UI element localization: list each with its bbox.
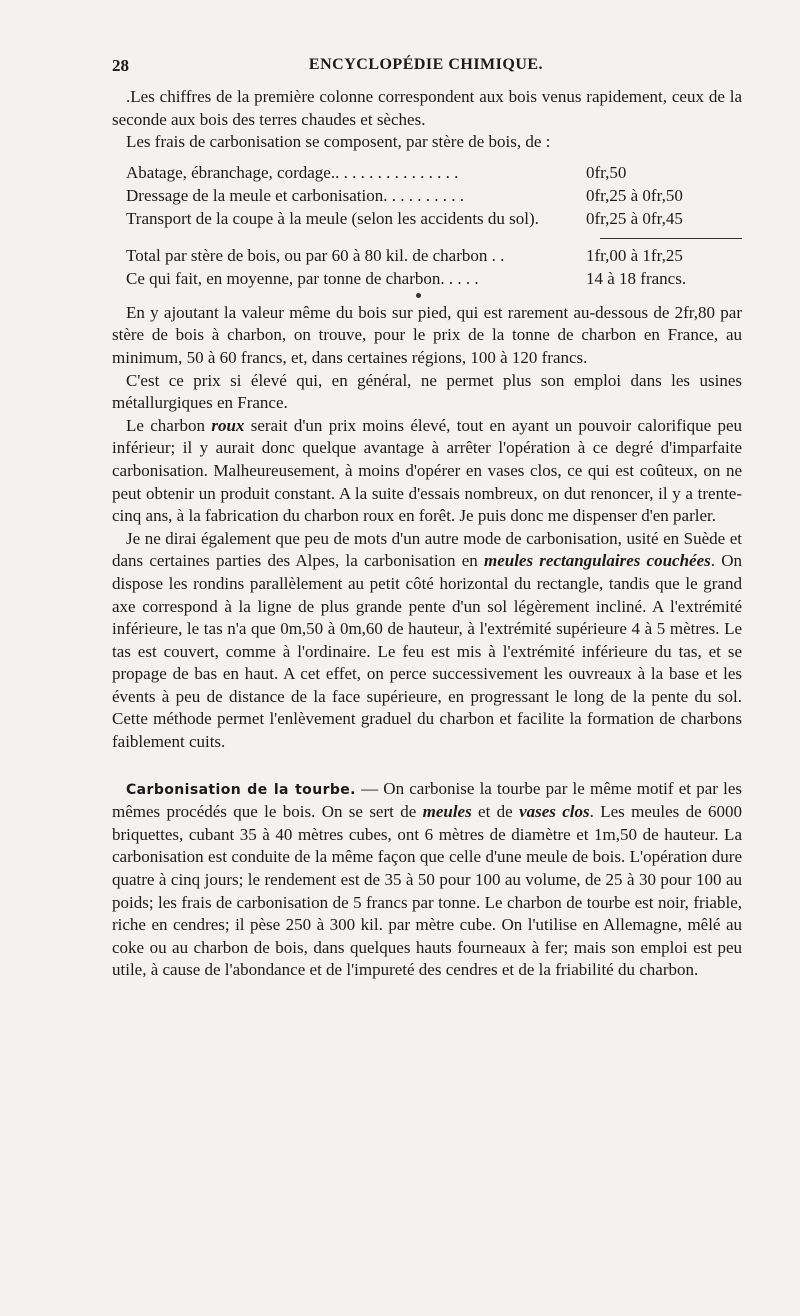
page-number: 28 (112, 56, 129, 75)
paragraph-charbon-roux: Le charbon roux serait d'un prix moins élevé, tout en ayant un pouvoir calorifique peu inférieur; il y aurait donc quelque avantage à arrêter l'opération à ce degré d'imparfaite carbonisation. Malheureusement, à moins d'opérer en vases clos, ce qui est coûteux, on ne peut obtenir un produit constant. A la suite d'essais nombreux, on dut renoncer, il y a trente-cinq ans, à la fabrication du charbon roux en forêt. Je puis donc me dispenser d'en parler. (112, 415, 743, 526)
emphasis-meules-rectangulaires: meules rectangulaires couchées (483, 551, 711, 571)
cost-label: Transport de la coupe à la meule (selon les accidents du sol). (126, 208, 539, 228)
emphasis-vases-clos: vases clos (519, 802, 590, 822)
total-value: 1fr,00 à 1fr,25 (586, 245, 683, 265)
average-row (126, 268, 742, 291)
body-text (112, 86, 742, 982)
paragraph-price: En y ajoutant la valeur même du bois sur pied, qui est rarement au-dessous de 2fr,80 par stère de bois à charbon, on trouve, pour le prix de la tonne de charbon en France, au minimum, 50 à 60 francs, et, dans certaines régions, 100 à 120 francs. (112, 302, 742, 367)
total-label: Total par stère de bois, ou par 60 à 80 kil. de charbon . . (126, 245, 505, 265)
average-label: Ce qui fait, en moyenne, par tonne de charbon. . . . . (126, 268, 479, 288)
cost-table (126, 162, 742, 291)
emphasis-roux: roux (211, 415, 245, 435)
emphasis-meules: meules (422, 802, 472, 822)
cost-value: 0fr,50 (586, 162, 627, 182)
total-row (126, 245, 742, 268)
divider-dot (416, 293, 421, 298)
paragraph-costs-intro: Les frais de carbonisation se composent, par stère de bois, de : (126, 132, 551, 152)
cost-label: Dressage de la meule et carbonisation. . . . . . . . . . (126, 185, 465, 205)
section-heading: Carbonisation de la tourbe. (126, 781, 356, 798)
paragraph-usage: C'est ce prix si élevé qui, en général, ne permet plus son emploi dans les usines métallurgiques en France. (112, 370, 742, 413)
running-title: ENCYCLOPÉDIE CHIMIQUE. (308, 56, 544, 73)
paragraph-tourbe: Carbonisation de la tourbe. — On carbonise la tourbe par le même motif et par les mêmes procédés que le bois. On se sert de meules et de vases clos. Les meules de 6000 briquettes, cubant 35 à 40 mètres cubes, ont 6 mètres de diamètre et 1m,50 de hauteur. La carbonisation est conduite de la même façon que celle d'une meule de bois. L'opération dure quatre à cinq jours; le rendement est de 35 à 50 pour 100 au volume, de 25 à 30 pour 100 au poids; les frais de carbonisation de 5 francs par tonne. Le charbon de tourbe est noir, friable, riche en cendres; il pèse 250 à 300 kil. par mètre cube. On l'utilise en Allemagne, mêlé au coke ou au charbon de bois, dans quelques hauts fourneaux à fer; mais son emploi est peu utile, à cause de l'abondance et de l'impureté des cendres et de la friabilité du charbon. (112, 778, 742, 980)
cost-row (126, 208, 742, 231)
cost-value: 0fr,25 à 0fr,50 (586, 185, 683, 205)
paragraph-intro: .Les chiffres de la première colonne correspondent aux bois venus rapidement, ceux de la seconde aux bois des terres chaudes et sèches. (112, 87, 742, 129)
cost-label: Abatage, ébranchage, cordage.. . . . . . . . . . . . . . . (126, 162, 459, 182)
section-gap (112, 754, 742, 778)
cost-row (126, 162, 742, 185)
paragraph-meules-rectangulaires: Je ne dirai également que peu de mots d'un autre mode de carbonisation, usité en Suède et dans certaines parties des Alpes, la carbonisation en meules rectangulaires couchées. On dispose les rondins parallèlement au petit côté horizontal du rectangle, tandis que le grand axe correspond à la ligne de plus grande pente d'un sol légèrement incliné. A l'extrémité inférieure, le tas n'a que 0m,50 à 0m,60 de hauteur, à l'extrémité supérieure 4 à 5 mètres. Le tas est couvert, comme à l'ordinaire. Le feu est mis à l'extrémité inférieure du tas, et se propage de bas en haut. A cet effet, on perce successivement les ouvreaux à la base et les évents à peu de distance de la face supérieure, en progressant le long de la pente du sol. Cette méthode permet l'enlèvement graduel du charbon et facilite la formation de charbons faiblement cuits. (112, 528, 742, 752)
running-head (112, 56, 740, 80)
average-value: 14 à 18 francs. (586, 268, 687, 288)
cost-value: 0fr,25 à 0fr,45 (586, 208, 683, 228)
cost-row (126, 185, 742, 208)
total-rule (600, 238, 742, 239)
